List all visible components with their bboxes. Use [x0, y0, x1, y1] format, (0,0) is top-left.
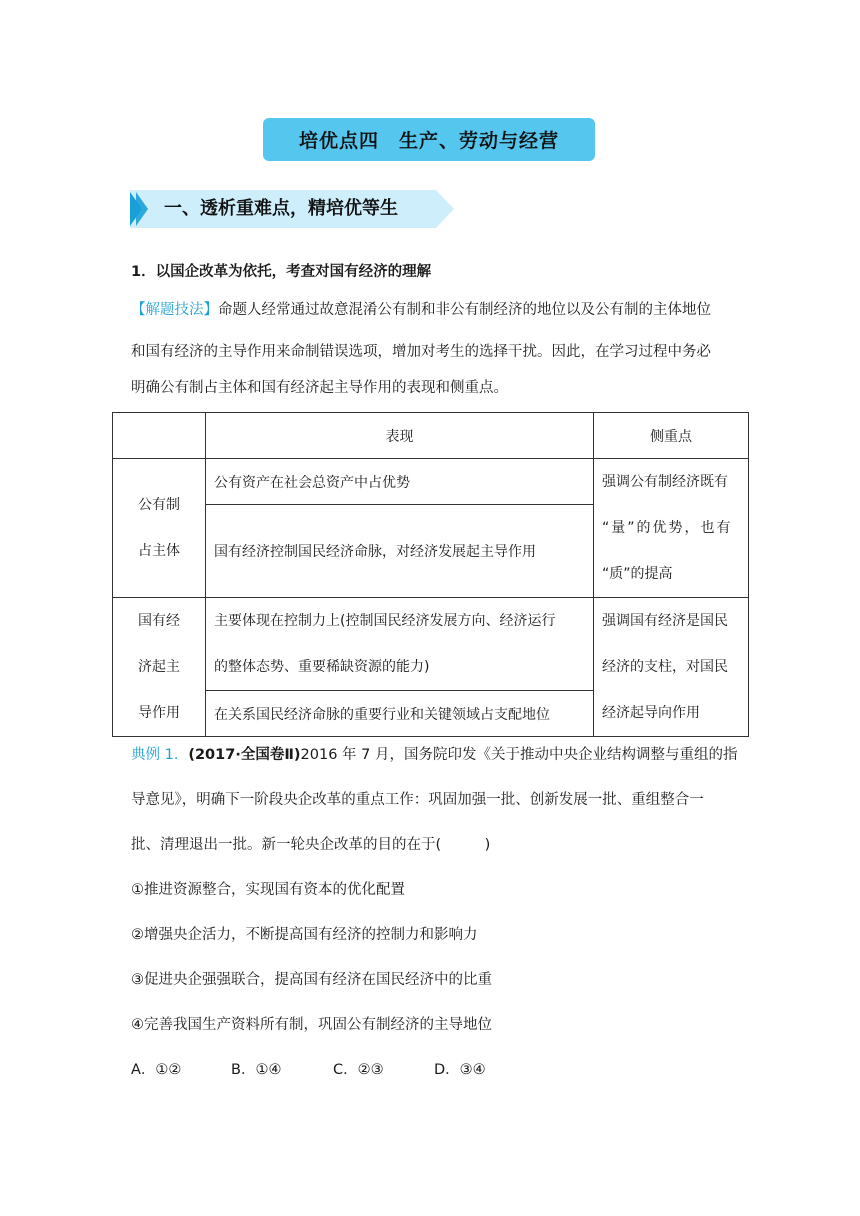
group2-focus: 强调国有经济是国民 经济的支柱，对国民 经济起导向作用 [594, 598, 749, 737]
option-c: C．②③ [333, 1062, 384, 1078]
point1-heading: 1．以国企改革为依托，考查对国有经济的理解 [131, 264, 432, 280]
group1-row-2: 国有经济控制国民经济命脉，对经济发展起主导作用 [206, 505, 594, 598]
example-line-1: 典例 1．(2017·全国卷Ⅱ)2016 年 7 月，国务院印发《关于推动中央企业结构调整与重组的指 [131, 747, 738, 763]
example-label: 典例 1． [131, 747, 189, 763]
list-item: ④完善我国生产资料所有制，巩固公有制经济的主导地位 [131, 1017, 492, 1033]
group2-row-1: 主要体现在控制力上(控制国民经济发展方向、经济运行 的整体态势、重要稀缺资源的能力) [206, 598, 594, 691]
comparison-table [112, 412, 749, 737]
option-b: B．①④ [231, 1062, 282, 1078]
section-heading: 一、透析重难点，精培优等生 [164, 198, 398, 219]
method-line-3: 明确公有制占主体和国有经济起主导作用的表现和侧重点。 [131, 380, 508, 396]
group2-label: 国有经 济起主 导作用 [113, 598, 206, 737]
example-source: (2017·全国卷Ⅱ) [188, 747, 301, 763]
list-item: ②增强央企活力，不断提高国有经济的控制力和影响力 [131, 927, 478, 943]
group2-row-2: 在关系国民经济命脉的重要行业和关键领域占支配地位 [206, 691, 594, 737]
table-header-performance: 表现 [206, 413, 594, 459]
group1-row-1: 公有资产在社会总资产中占优势 [206, 459, 594, 505]
example-line-3: 批、清理退出一批。新一轮央企改革的目的在于( ) [131, 837, 491, 853]
group1-label: 公有制 占主体 [113, 459, 206, 598]
table-header-row [113, 413, 749, 459]
option-d: D．③④ [434, 1062, 486, 1078]
table-row [113, 598, 749, 691]
page-title: 培优点四 生产、劳动与经营 [263, 118, 595, 161]
table-row [113, 459, 749, 505]
list-item: ①推进资源整合，实现国有资本的优化配置 [131, 882, 405, 898]
table-header-empty [113, 413, 206, 459]
method-line-1: 【解题技法】命题人经常通过故意混淆公有制和非公有制经济的地位以及公有制的主体地位 [131, 302, 711, 318]
method-label: 【解题技法】 [131, 302, 218, 318]
group1-focus: 强调公有制经济既有 “量”的优势，也有 “质”的提高 [594, 459, 749, 598]
list-item: ③促进央企强强联合，提高国有经济在国民经济中的比重 [131, 972, 492, 988]
section-banner [130, 190, 454, 228]
example-line-2: 导意见》，明确下一阶段央企改革的重点工作：巩固加强一批、创新发展一批、重组整合一 [131, 792, 704, 808]
option-a: A．①② [131, 1062, 182, 1078]
table-header-focus: 侧重点 [594, 413, 749, 459]
method-line-2: 和国有经济的主导作用来命制错误选项，增加对考生的选择干扰。因此，在学习过程中务必 [131, 344, 711, 360]
